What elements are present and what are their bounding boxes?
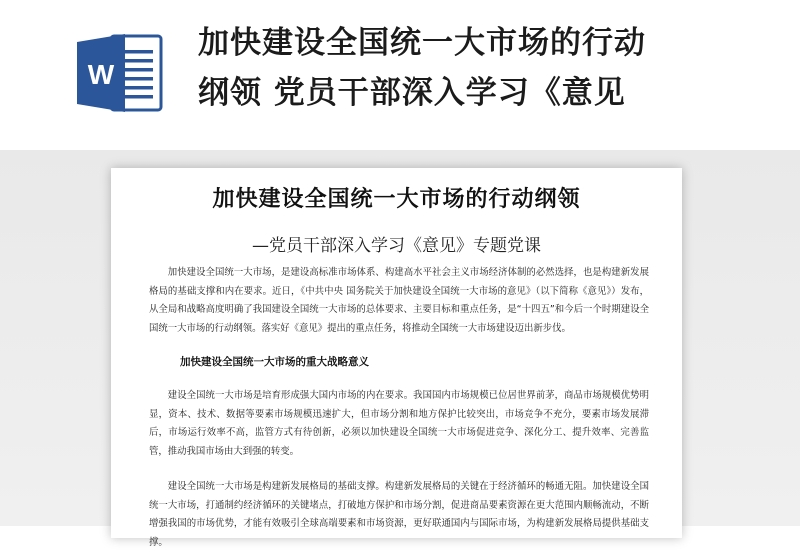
paragraph-body-1: 建设全国统一大市场是培育形成强大国内市场的内在要求。我国国内市场规模已位居世界前茅，商品市场规模优势明显，资本、技术、数据等要素市场规模迅速扩大，但市场分割和地方保护比较突出，市场竞争不充分，要素市场发展滞后，市场运行效率不高，监管方式有待创新，必须以加快建设全国统一大市场促进竞争、深化分工、提升效率、完善监管，推动我国市场由大到强的转变。 (149, 390, 649, 457)
word-icon-letter: W (87, 59, 115, 90)
page-title: 加快建设全国统一大市场的行动 纲领 党员干部深入学习《意见 (198, 25, 646, 111)
document-page (111, 168, 682, 548)
section-heading: 加快建设全国统一大市场的重大战略意义 (180, 356, 369, 368)
document-subtitle: —党员干部深入学习《意见》专题党课 (252, 236, 541, 256)
word-doc-icon (77, 32, 163, 114)
paragraph-intro: 加快建设全国统一大市场，是建设高标准市场体系、构建高水平社会主义市场经济体制的必然选择，也是构建新发展格局的基础支撑和内在要求。近日，《中共中央 国务院关于加快建设全国统一大市场的意见》（以下简称《意见》）发布，从全局和战略高度明确了我国建设全国统一大市场的总体要求、主要目标和重点任务，是“十四五”和今后一个时期建设全国统一大市场的行动纲领。落实好《意见》提出的重点任务，将推动全国统一大市场建设迈出新步伐。 (149, 267, 649, 334)
header-banner (0, 0, 800, 150)
paragraph-body-2: 建设全国统一大市场是构建新发展格局的基础支撑。构建新发展格局的关键在于经济循环的畅通无阻。加快建设全国统一大市场，打通制约经济循环的关键堵点，打破地方保护和市场分割，促进商品要素资源在更大范围内顺畅流动，不断增强我国的市场优势，才能有效吸引全球高端要素和市场资源，更好联通国内与国际市场，为构建新发展格局提供基础支撑。 (149, 481, 649, 548)
document-title: 加快建设全国统一大市场的行动纲领 (212, 187, 581, 212)
